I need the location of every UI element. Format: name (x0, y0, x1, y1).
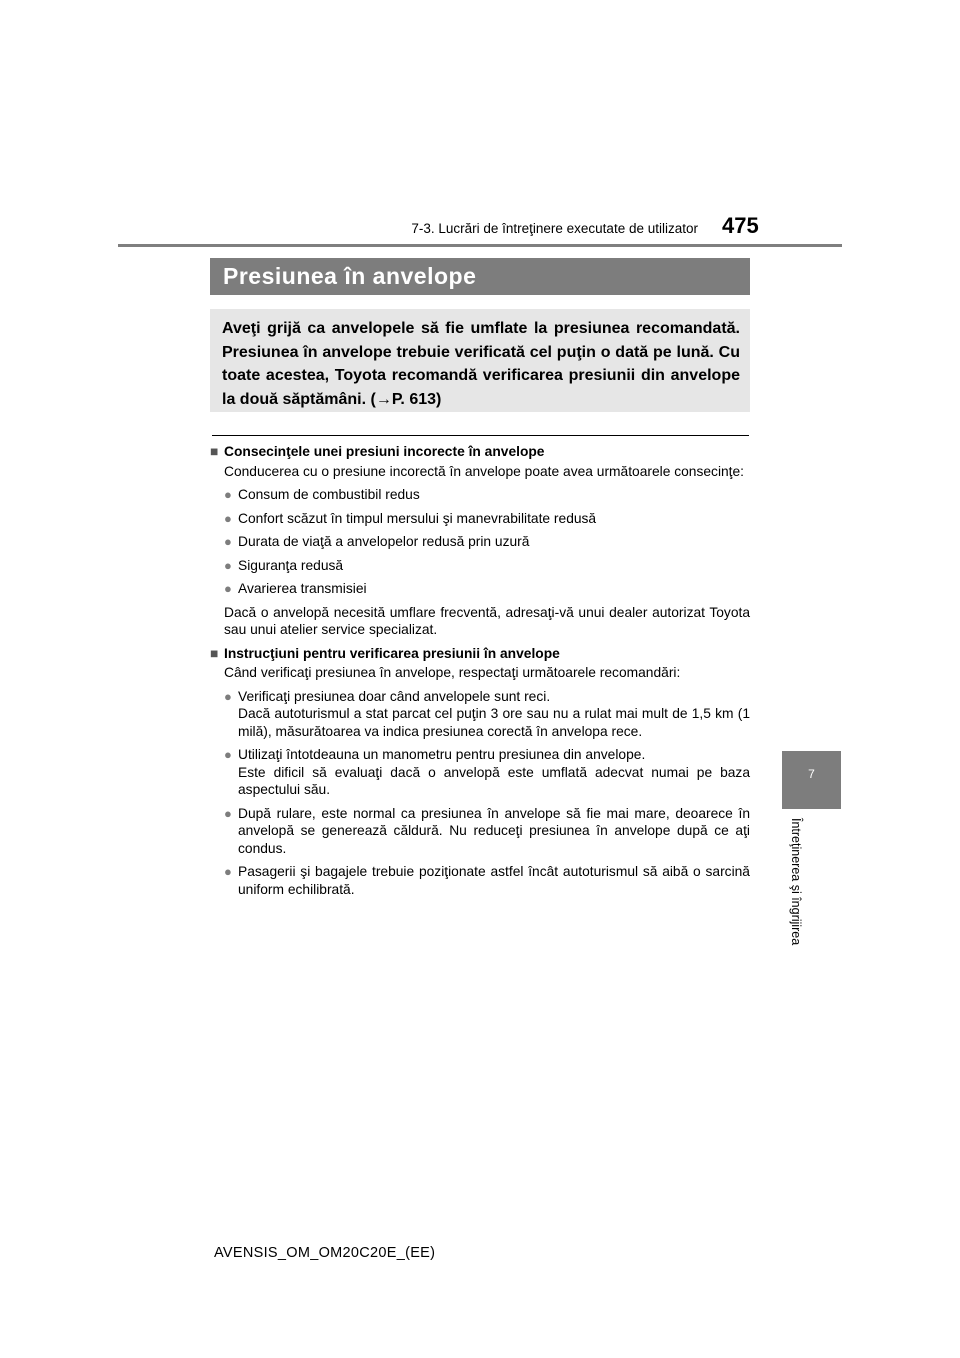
circle-bullet-icon: ● (224, 557, 232, 573)
list-item: ● Pasagerii şi bagajele trebuie poziţionate astfel încât autoturismul să aibă o sarcină uniform echilibrată. (224, 864, 750, 897)
chapter-tab: 7 (782, 751, 841, 809)
header-divider (118, 244, 842, 247)
document-code: AVENSIS_OM_OM20C20E_(EE) (214, 1245, 436, 1261)
circle-bullet-icon: ● (224, 534, 232, 549)
circle-bullet-icon: ● (224, 487, 232, 502)
circle-bullet-icon: ● (224, 805, 232, 821)
list-item: ● După rulare, este normal ca presiunea în anvelope să fie mai mare, deoarece în anvelopă se generează căldură. Nu reduceţi presiunea în anvelope după ce aţi condus. (224, 805, 750, 856)
circle-bullet-icon: ● (224, 747, 232, 762)
circle-bullet-icon: ● (224, 510, 232, 526)
list-item: ● Siguranţa redusă (224, 557, 344, 573)
list-item: ● Utilizaţi întotdeauna un manometru pentru presiunea din anvelope. Este dificil să evaluaţi dacă o anvelopă este umflată adecvat numai pe baza aspectului său. (224, 747, 750, 797)
circle-bullet-icon: ● (224, 864, 232, 879)
square-bullet-icon: ■ (210, 444, 219, 459)
list-item: ● Consum de combustibil redus (224, 487, 420, 502)
list-item: ● Durata de viaţă a anvelopelor redusă prin uzură (224, 534, 530, 549)
intro-text: Aveţi grijă ca anvelopele să fie umflate la presiunea recomandată. Presiunea în anvelope trebuie verificată cel puţin o dată pe lună. Cu toate acestea, Toyota recomandă verificarea presiunii din anvelope la două săptămâni. (→P. 613) (222, 320, 740, 408)
circle-bullet-icon: ● (224, 581, 232, 596)
page-number: 475 (722, 213, 759, 238)
list-item: ● Avarierea transmisiei (224, 581, 367, 596)
section-lead: Conducerea cu o presiune incorectă în anvelope poate avea următoarele consecinţe: (224, 463, 745, 479)
list-item: ● Confort scăzut în timpul mersului şi manevrabilitate redusă (224, 510, 597, 526)
section-lead: Când verificaţi presiunea în anvelope, respectaţi următoarele recomandări: (224, 665, 681, 680)
section-divider (212, 435, 749, 436)
section-heading: ■ Consecinţele unei presiuni incorecte în anvelope (210, 444, 545, 459)
content (210, 443, 750, 904)
intro-box (210, 309, 750, 412)
square-bullet-icon: ■ (210, 645, 219, 661)
circle-bullet-icon: ● (224, 688, 232, 704)
section-trail: Dacă o anvelopă necesită umflare frecventă, adresaţi-vă unui dealer autorizat Toyota sau unui atelier service specializat. (224, 604, 750, 637)
section-heading: ■ Instrucţiuni pentru verificarea presiunii în anvelope (210, 645, 560, 661)
running-header: 7-3. Lucrări de întreţinere executate de utilizator (411, 221, 698, 236)
list-item: ● Verificaţi presiunea doar când anvelopele sunt reci. Dacă autoturismul a stat parcat cel puţin 3 ore sau nu a rulat mai mult de 1,5 km (1 milă), măsurătoarea va indica presiunea corectă în anvelopa rece. (224, 688, 750, 739)
chapter-label: Întreţinerea şi îngrijirea (789, 818, 803, 946)
page-title: Presiunea în anvelope (210, 258, 750, 295)
